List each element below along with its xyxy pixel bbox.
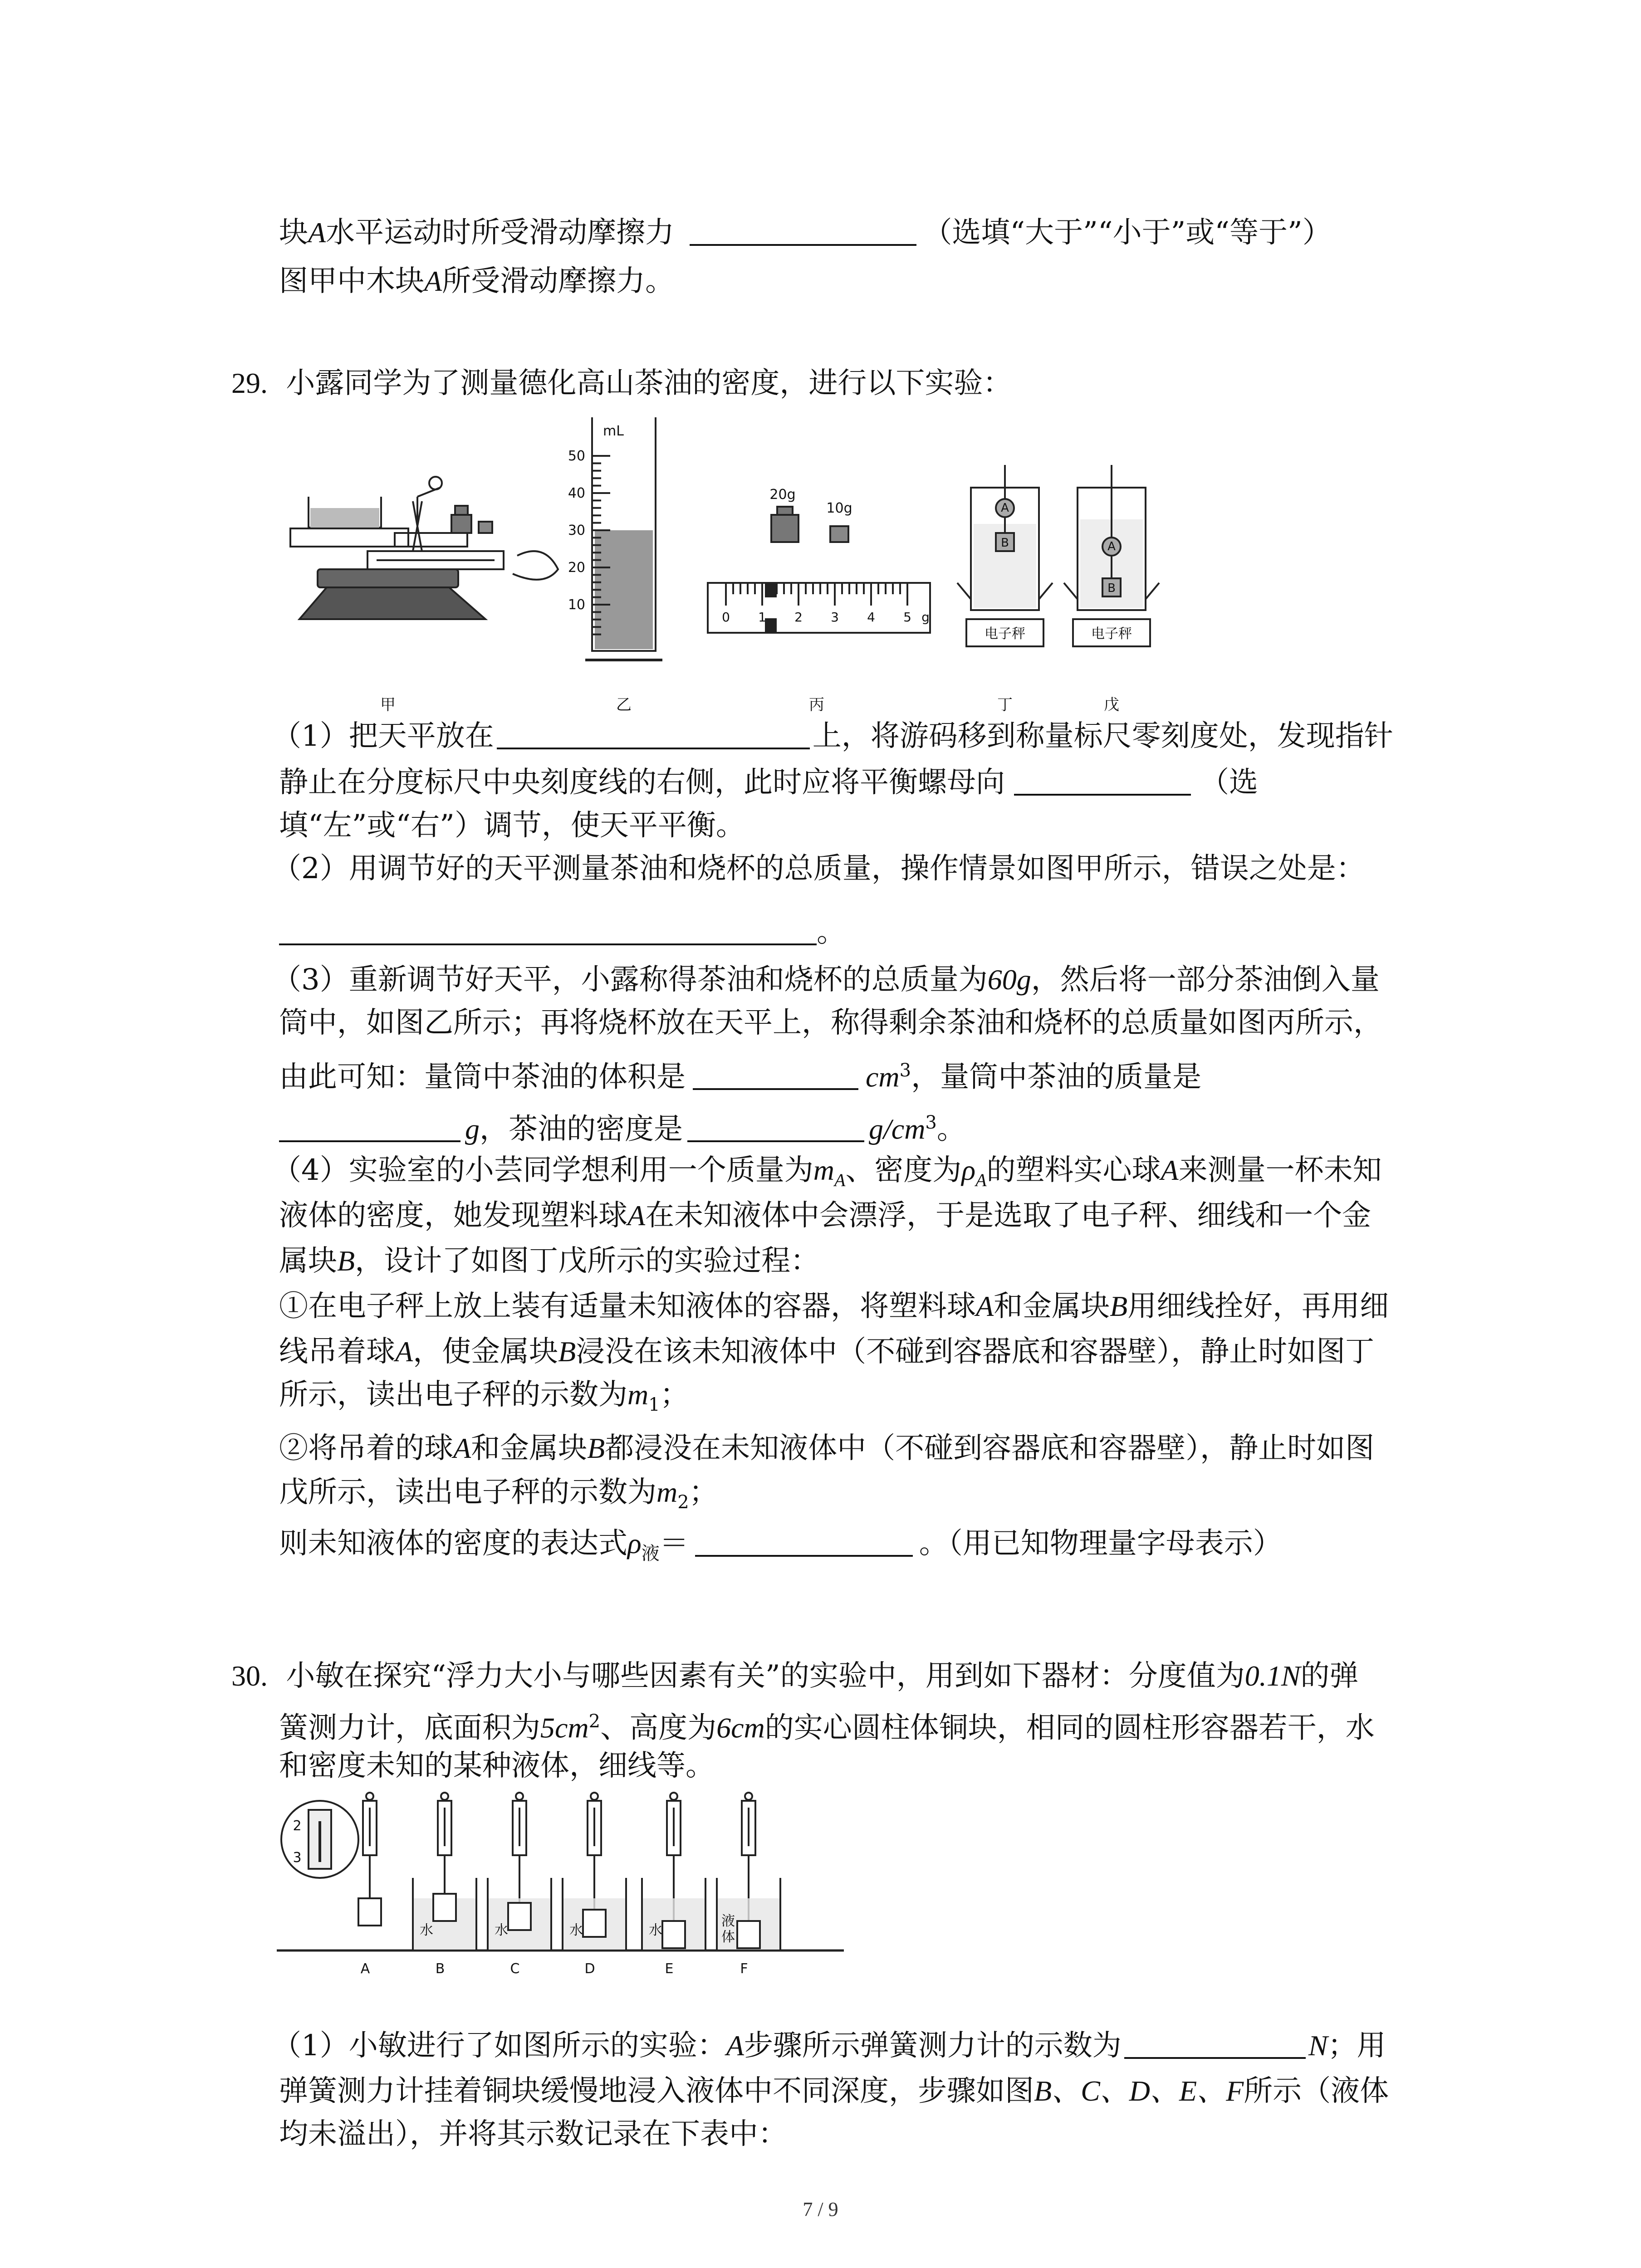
text: 戊所示，读出电子秤的示数为 xyxy=(279,1476,656,1509)
var: ρ xyxy=(961,1154,976,1186)
dial-mark: 2 xyxy=(293,1818,302,1834)
q29-expression-line xyxy=(279,1523,1282,1574)
answer-blank-volume[interactable] xyxy=(693,1060,858,1090)
text: 填“左”或“右”）调节，使天平平衡。 xyxy=(279,809,745,842)
mass-value: 60g xyxy=(987,963,1031,996)
q30-p1-line2 xyxy=(279,2071,1389,2112)
spring-hook xyxy=(516,1793,523,1800)
q29-p4-line3 xyxy=(279,1241,819,1281)
water-label: 水 xyxy=(420,1922,433,1938)
spring-hook xyxy=(591,1793,598,1800)
page-number: 7 / 9 xyxy=(803,2198,838,2220)
text: 浸没在该未知液体中（不碰到容器底和容器壁），静止时如图丁 xyxy=(576,1335,1375,1369)
weight-20g-label: 20g xyxy=(769,487,796,503)
ruler-tick-label: 3 xyxy=(831,610,839,625)
block-B-label: B xyxy=(1107,582,1116,595)
text: 来测量一杯未知 xyxy=(1178,1154,1382,1187)
ruler-unit: g xyxy=(921,610,930,625)
graduated-cylinder xyxy=(585,417,662,660)
unit: cm xyxy=(731,1711,765,1744)
text: 的弹 xyxy=(1300,1659,1359,1693)
copper-block xyxy=(358,1898,381,1926)
text: 由此可知：量筒中茶油的体积是 xyxy=(279,1060,686,1094)
answer-blank-direction[interactable] xyxy=(1014,766,1191,796)
cylinder-unit: mL xyxy=(603,423,624,439)
var-B: B xyxy=(587,1432,605,1464)
var: m xyxy=(813,1154,834,1186)
sub: 1 xyxy=(648,1394,660,1415)
var-B: B xyxy=(1110,1290,1128,1322)
value: 0.1 xyxy=(1244,1660,1281,1692)
text: 弹簧测力计挂着铜块缓慢地浸入液体中不同深度，步骤如图 xyxy=(279,2074,1034,2108)
value: 6 xyxy=(716,1711,731,1744)
cylinder-tick-label: 10 xyxy=(568,597,585,613)
figure-label-bing: 丙 xyxy=(809,696,824,714)
answer-blank-force[interactable] xyxy=(1124,2029,1306,2059)
text: 。（用已知物理量字母表示） xyxy=(919,1527,1282,1560)
text: ； xyxy=(689,1476,718,1509)
cylinder-tick-label: 40 xyxy=(568,485,585,501)
unit: g xyxy=(465,1113,480,1145)
var-m: m xyxy=(656,1476,678,1508)
cylinder-tick-label: 30 xyxy=(568,523,585,538)
water-label: 水 xyxy=(495,1922,508,1938)
ball-A-label: A xyxy=(1107,540,1116,553)
text: 水平运动时所受滑动摩擦力 xyxy=(326,216,675,249)
text: 的塑料实心球 xyxy=(986,1154,1161,1187)
text: 在未知液体中会漂浮，于是选取了电子秤、细线和一个金 xyxy=(645,1199,1372,1232)
spring-hook xyxy=(745,1793,752,1800)
text: 属块 xyxy=(279,1244,337,1278)
ruler-tick-label: 4 xyxy=(867,610,875,625)
text: 簧测力计，底面积为 xyxy=(279,1711,540,1745)
var-B: B xyxy=(337,1245,355,1277)
var-rho: ρ xyxy=(627,1527,642,1559)
q29-step1-line1 xyxy=(279,1286,1389,1327)
sub: 2 xyxy=(677,1491,689,1513)
figure-label-yi: 乙 xyxy=(616,696,632,714)
ruler-tick-label: 2 xyxy=(794,610,803,625)
text: （3）重新调节好天平，小露称得茶油和烧杯的总质量为 xyxy=(272,963,988,997)
text: 所示（液体 xyxy=(1244,2074,1389,2108)
text: （1）把天平放在 xyxy=(272,719,494,753)
text: ①在电子秤上放上装有适量未知液体的容器，将塑料球 xyxy=(279,1290,976,1323)
text: 和金属块 xyxy=(471,1432,588,1465)
text: 和密度未知的某种液体，细线等。 xyxy=(279,1749,715,1783)
q30-line3 xyxy=(279,1745,715,1786)
q29-step2-line1 xyxy=(279,1428,1374,1469)
q30-figure xyxy=(277,1789,844,1989)
water-label: 水 xyxy=(569,1922,583,1938)
var-A: A xyxy=(976,1290,994,1322)
var-A: A xyxy=(453,1432,471,1464)
text: ； xyxy=(660,1378,689,1412)
text: 、密度为 xyxy=(845,1154,962,1187)
var-A: A xyxy=(627,1199,646,1232)
text: ②将吊着的球 xyxy=(279,1432,453,1465)
step-label: B xyxy=(435,1961,445,1977)
question-number: 30. xyxy=(231,1660,268,1692)
q29-p4-line2 xyxy=(279,1195,1371,1236)
text: （2）用调节好的天平测量茶油和烧杯的总质量，操作情景如图甲所示，错误之处是： xyxy=(272,852,1365,885)
unit: N xyxy=(1281,1660,1301,1692)
text: （1）小敏进行了如图所示的实验： xyxy=(272,2029,726,2063)
sub: 液 xyxy=(641,1543,660,1564)
text: 液体的密度，她发现塑料球 xyxy=(279,1199,627,1232)
q29-p1-line2 xyxy=(279,762,1258,803)
unit: N xyxy=(1308,2029,1328,2062)
var-A: A xyxy=(308,216,326,249)
ruler-tick-label: 5 xyxy=(903,610,911,625)
q29-p3-line1 xyxy=(272,959,1380,1000)
unit: g/cm xyxy=(869,1113,926,1145)
ball-A-label: A xyxy=(1001,501,1009,515)
liquid-label: 体 xyxy=(721,1929,735,1945)
var-B: B xyxy=(558,1335,576,1368)
cylinder-tick-label: 20 xyxy=(568,560,585,576)
q30-p1-line3 xyxy=(279,2114,787,2155)
var-A: A xyxy=(395,1335,413,1368)
text: 筒中，如图乙所示；再将烧杯放在天平上，称得剩余茶油和烧杯的总质量如图丙所示， xyxy=(279,1006,1382,1040)
block-B-label: B xyxy=(1001,536,1009,550)
sub: A xyxy=(834,1169,846,1190)
figure-label-jia: 甲 xyxy=(380,696,396,714)
unit: cm xyxy=(555,1711,589,1744)
text: ＝ xyxy=(659,1527,689,1560)
text: ，然后将一部分茶油倒入量 xyxy=(1031,963,1380,997)
q30-line1 xyxy=(231,1656,1358,1696)
text: 都浸没在未知液体中（不碰到容器底和容器壁），静止时如图 xyxy=(605,1432,1375,1465)
var-A: A xyxy=(726,2029,744,2062)
text: ，使金属块 xyxy=(413,1335,558,1369)
q30-line2 xyxy=(279,1701,1375,1748)
text: （4）实验室的小芸同学想利用一个质量为 xyxy=(272,1154,813,1187)
step-label: A xyxy=(360,1961,370,1977)
q29-step2-line2 xyxy=(279,1472,718,1523)
text: （选填“大于”“小于”或“等于”） xyxy=(923,216,1332,249)
q29-step1-line2 xyxy=(279,1331,1374,1372)
text: 静止在分度标尺中央刻度线的右侧，此时应将平衡螺母向 xyxy=(279,766,1005,799)
answer-blank-density[interactable] xyxy=(687,1112,864,1142)
setup-ding xyxy=(957,465,1053,646)
q29-p3-line4 xyxy=(279,1102,966,1149)
q29-p4-line1 xyxy=(272,1150,1382,1201)
answer-blank-surface[interactable] xyxy=(497,719,810,749)
value: 5 xyxy=(540,1711,555,1744)
var-m: m xyxy=(627,1378,649,1411)
copper-block xyxy=(508,1903,531,1930)
text: 所受滑动摩擦力。 xyxy=(442,264,675,298)
var-A: A xyxy=(1161,1154,1179,1186)
sub: A xyxy=(975,1169,987,1190)
text: ，设计了如图丁戊所示的实验过程： xyxy=(355,1244,820,1278)
figure-label-wu: 戊 xyxy=(1104,696,1119,714)
text: 的实心圆柱体铜块，相同的圆柱形容器若干，水 xyxy=(764,1711,1375,1745)
text: 小敏在探究“浮力大小与哪些因素有关”的实验中，用到如下器材：分度值为 xyxy=(286,1659,1245,1693)
text: 上，将游码移到称量标尺零刻度处，发现指针 xyxy=(812,719,1393,753)
text-wrap xyxy=(286,1659,1358,1693)
answer-blank-error[interactable] xyxy=(279,915,817,945)
text: 。 xyxy=(936,1112,966,1146)
answer-blank-expression[interactable] xyxy=(695,1527,913,1557)
sup: 3 xyxy=(899,1060,911,1081)
text: 、高度为 xyxy=(600,1711,717,1745)
balance-diagram xyxy=(290,477,558,619)
q28-line-1 xyxy=(279,212,1332,253)
step-label: C xyxy=(510,1961,520,1977)
text: 则未知液体的密度的表达式 xyxy=(279,1527,627,1560)
water-label: 水 xyxy=(649,1922,662,1938)
text: ，量筒中茶油的质量是 xyxy=(911,1060,1202,1094)
text: ；用 xyxy=(1327,2029,1386,2063)
q29-p3-line2 xyxy=(279,1002,1382,1043)
q29-figure xyxy=(272,406,1225,723)
text: 均未溢出），并将其示数记录在下表中： xyxy=(279,2117,787,2151)
text: 所示，读出电子秤的示数为 xyxy=(279,1378,627,1412)
text: 和金属块 xyxy=(994,1290,1110,1323)
copper-block xyxy=(583,1910,606,1937)
liquid-label: 液 xyxy=(721,1913,735,1929)
q28-line-2 xyxy=(279,261,674,302)
question-intro: 小露同学为了测量德化高山茶油的密度，进行以下实验： xyxy=(286,367,1012,400)
text: ，茶油的密度是 xyxy=(480,1112,683,1146)
cylinder-tick-label: 50 xyxy=(568,448,585,464)
figure-label-ding: 丁 xyxy=(997,696,1013,714)
step-label: F xyxy=(740,1961,748,1977)
q29-p2-line2 xyxy=(279,912,846,953)
ruler-tick-label: 1 xyxy=(758,610,766,625)
scale-label: 电子秤 xyxy=(985,626,1025,642)
oil-level xyxy=(595,530,653,649)
answer-blank[interactable] xyxy=(690,216,916,246)
text: 。 xyxy=(817,915,846,949)
text: 步骤所示弹簧测力计的示数为 xyxy=(744,2029,1122,2063)
question-number: 29. xyxy=(231,367,268,399)
setup-wu xyxy=(1064,465,1159,646)
text: 线吊着球 xyxy=(279,1335,395,1369)
q30-p1-line1 xyxy=(272,2025,1386,2066)
q29-p2-line1 xyxy=(272,848,1365,889)
copper-block xyxy=(737,1921,760,1948)
text: 块 xyxy=(279,216,308,249)
step-label: E xyxy=(665,1961,674,1977)
scale-label: 电子秤 xyxy=(1091,626,1132,642)
ruler-tick-label: 0 xyxy=(722,610,730,625)
steps: B、C、D、E、F xyxy=(1034,2075,1244,2107)
sup: 3 xyxy=(925,1112,937,1133)
var-A: A xyxy=(424,265,442,297)
text: 图甲中木块 xyxy=(279,264,424,298)
copper-block xyxy=(662,1921,685,1948)
spring-hook xyxy=(670,1793,677,1800)
q29-p1-line1 xyxy=(272,716,1393,757)
copper-block xyxy=(433,1894,456,1921)
dial-mark: 3 xyxy=(293,1850,302,1866)
weight-10g-label: 10g xyxy=(826,500,852,516)
unit: cm xyxy=(866,1061,900,1093)
q29-p1-line3 xyxy=(279,805,745,846)
text: 用细线拴好，再用细 xyxy=(1127,1290,1389,1323)
spring-hook xyxy=(441,1793,448,1800)
answer-blank-mass[interactable] xyxy=(279,1112,460,1142)
q29-step1-line3 xyxy=(279,1374,689,1425)
rider-ruler xyxy=(708,507,930,633)
step-label: D xyxy=(584,1961,595,1977)
q29-p3-line3 xyxy=(279,1050,1201,1097)
spring-hook xyxy=(366,1793,373,1800)
q29-intro-line xyxy=(231,363,1012,404)
sup: 2 xyxy=(588,1711,601,1732)
text: （选 xyxy=(1200,766,1258,799)
